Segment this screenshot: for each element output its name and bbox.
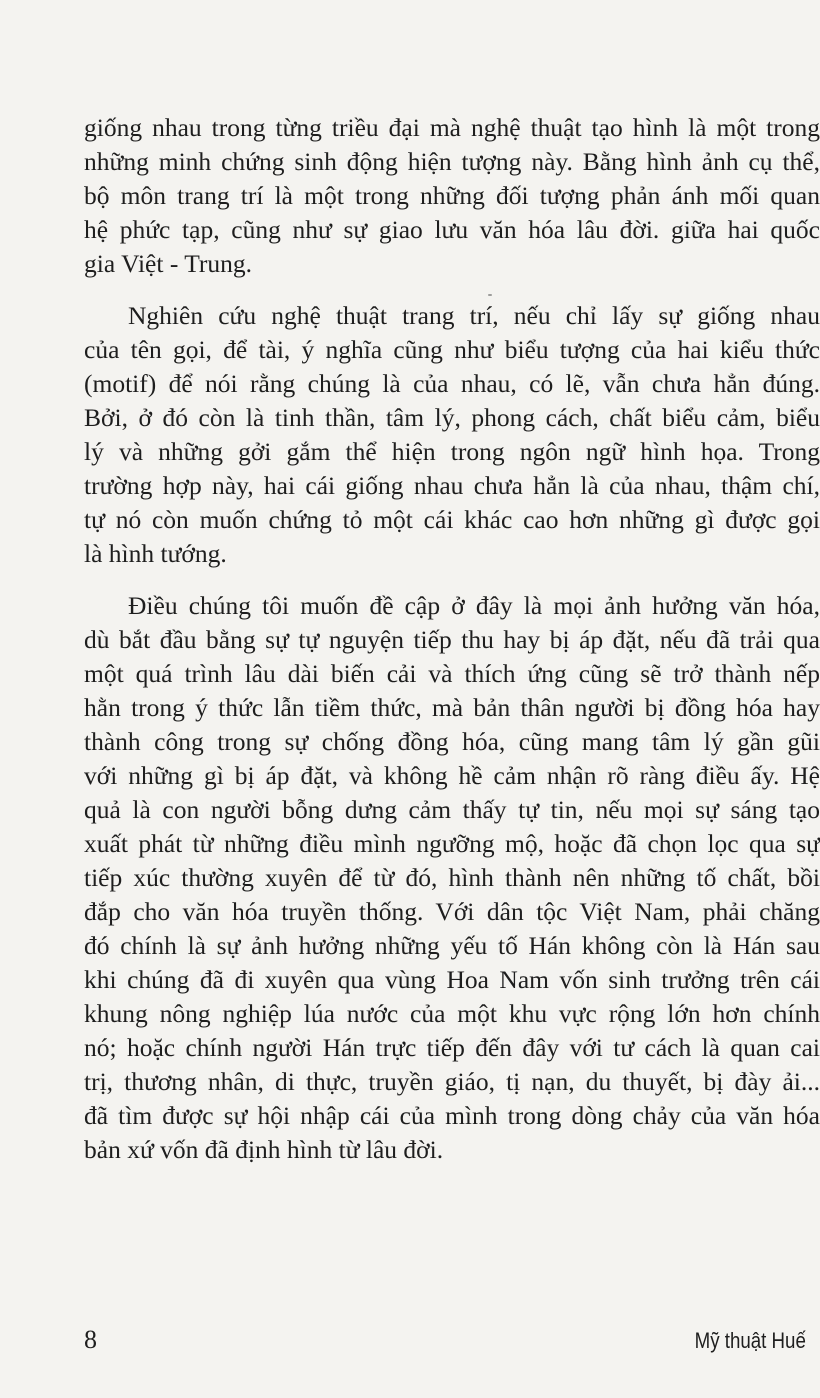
text-line: thành công trong sự chống đồng hóa, cũng mang tâm lý gần gũi [84, 727, 820, 756]
text-line: đắp cho văn hóa truyền thống. Với dân tộc Việt Nam, phải chăng [84, 897, 820, 926]
text-line: hệ phức tạp, cũng như sự giao lưu văn hóa lâu đời. giữa hai quốc [84, 215, 820, 244]
text-line: Điều chúng tôi muốn đề cập ở đây là mọi ảnh hưởng văn hóa, [128, 591, 820, 620]
running-footer-title: Mỹ thuật Huế [694, 1328, 806, 1353]
paragraph-3 [84, 589, 820, 1167]
text-line: hằn trong ý thức lẫn tiềm thức, mà bản thân người bị đồng hóa hay [84, 693, 820, 722]
text-line: quả là con người bỗng dưng cảm thấy tự tin, nếu mọi sự sáng tạo [84, 795, 820, 824]
text-line: lý và những gởi gắm thể hiện trong ngôn ngữ hình họa. Trong [84, 437, 820, 466]
text-line: tự nó còn muốn chứng tỏ một cái khác cao hơn những gì được gọi [84, 505, 820, 534]
text-line: gia Việt - Trung. [84, 249, 253, 278]
text-line: trị, thương nhân, di thực, truyền giáo, tị nạn, du thuyết, bị đày ải... [84, 1067, 820, 1096]
text-line: trường hợp này, hai cái giống nhau chưa hẳn là của nhau, thậm chí, [84, 471, 820, 500]
text-line: dù bắt đầu bằng sự tự nguyện tiếp thu hay bị áp đặt, nếu đã trải qua [84, 625, 820, 654]
text-line: Bởi, ở đó còn là tinh thần, tâm lý, phong cách, chất biểu cảm, biểu [84, 403, 820, 432]
text-line: là hình tướng. [84, 539, 227, 568]
text-line: Nghiên cứu nghệ thuật trang trí, nếu chỉ lấy sự giống nhau [128, 301, 820, 330]
text-line: với những gì bị áp đặt, và không hề cảm nhận rõ ràng điều ấy. Hệ [84, 761, 820, 790]
text-line: đó chính là sự ảnh hưởng những yếu tố Hán không còn là Hán sau [84, 931, 820, 960]
paragraph-2 [84, 299, 820, 571]
text-line: của tên gọi, để tài, ý nghĩa cũng như biểu tượng của hai kiểu thức [84, 335, 820, 364]
text-line: những minh chứng sinh động hiện tượng này. Bằng hình ảnh cụ thể, [84, 147, 820, 176]
text-line: một quá trình lâu dài biến cải và thích ứng cũng sẽ trở thành nếp [84, 659, 820, 688]
text-line: xuất phát từ những điều mình ngưỡng mộ, hoặc đã chọn lọc qua sự [84, 829, 820, 858]
text-line: đã tìm được sự hội nhập cái của mình trong dòng chảy của văn hóa [84, 1101, 820, 1130]
text-line: (motif) để nói rằng chúng là của nhau, có lẽ, vẫn chưa hẳn đúng. [84, 369, 820, 398]
text-line: bộ môn trang trí là một trong những đối tượng phản ánh mối quan [84, 181, 820, 210]
text-line: khi chúng đã đi xuyên qua vùng Hoa Nam vốn sinh trưởng trên cái [84, 965, 820, 994]
text-line: nó; hoặc chính người Hán trực tiếp đến đây với tư cách là quan cai [84, 1033, 820, 1062]
page-number: 8 [84, 1325, 97, 1354]
paragraph-1 [84, 111, 820, 281]
print-speck [488, 294, 492, 296]
text-line: khung nông nghiệp lúa nước của một khu vực rộng lớn hơn chính [84, 999, 820, 1028]
text-line: giống nhau trong từng triều đại mà nghệ thuật tạo hình là một trong [84, 113, 820, 142]
text-line: tiếp xúc thường xuyên để từ đó, hình thành nên những tố chất, bồi [84, 863, 820, 892]
text-line: bản xứ vốn đã định hình từ lâu đời. [84, 1135, 444, 1164]
